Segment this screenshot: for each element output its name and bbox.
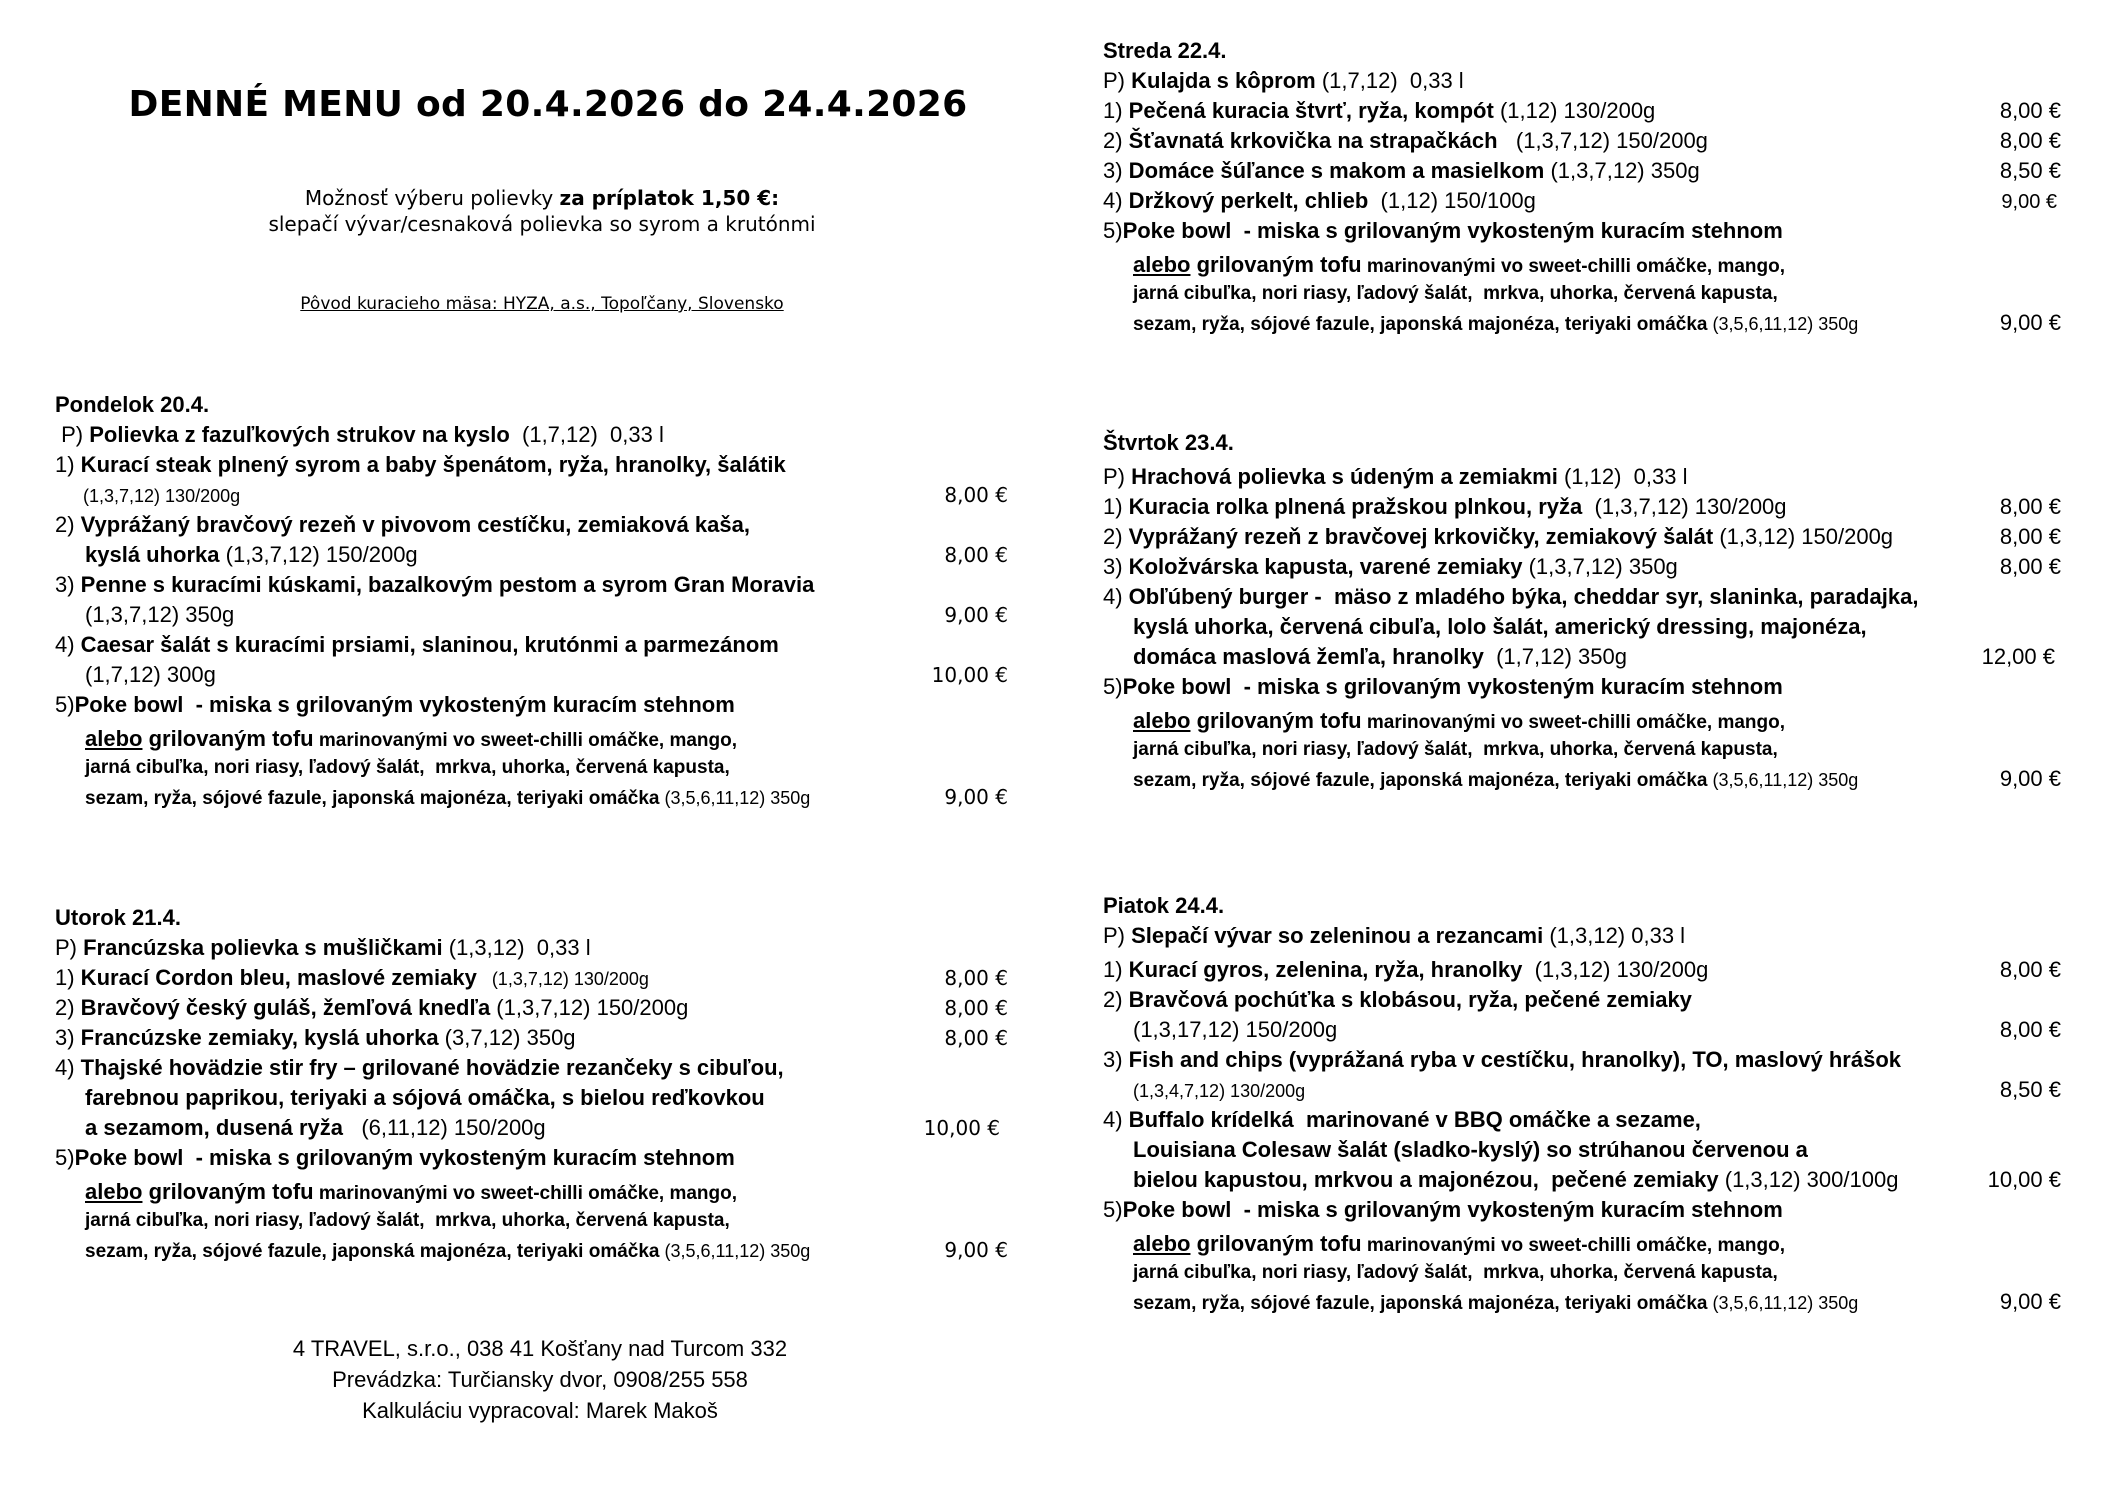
item-price: 8,00 €	[944, 483, 1008, 507]
menu-item: 1) Kurací steak plnený syrom a baby špenátom, ryža, hranolky, šalátik	[55, 452, 786, 477]
soup-option-choices: slepačí vývar/cesnaková polievka so syrom a krutónmi	[268, 212, 816, 236]
item-name: Poke bowl - miska s grilovaným vykosteným kuracím stehnom	[74, 692, 735, 717]
item-price: 9,00 €	[944, 1238, 1008, 1262]
menu-item-cont	[55, 660, 1010, 690]
menu-title: DENNÉ MENU od 20.4.2026 do 24.4.2026	[128, 84, 968, 125]
item-price: 9,00 €	[2001, 191, 2057, 213]
menu-item-cont: alebo grilovaným tofu marinovanými vo sweet-chilli omáčke, mango,	[1133, 1231, 1786, 1256]
menu-item: 3) Penne s kuracími kúskami, bazalkovým pestom a syrom Gran Moravia	[55, 572, 815, 597]
item-name: Šťavnatá krkovička na strapačkách	[1122, 128, 1498, 153]
item-price: 8,00 €	[1999, 554, 2061, 579]
alternative-label: alebo	[1133, 708, 1191, 733]
menu-item-cont	[55, 480, 1010, 510]
day-monday	[55, 390, 1010, 812]
item-name: Kurací gyros, zelenina, ryža, hranolky	[1122, 957, 1523, 982]
menu-item: 3) Francúzske zemiaky, kyslá uhorka (3,7,12) 350g 8,00 €	[55, 1023, 1010, 1053]
soup-name: Francúzska polievka s mušličkami	[77, 935, 443, 960]
item-info: (3,5,6,11,12) 350g	[1707, 314, 1859, 334]
item-info: (1,3,12) 300/100g	[1718, 1167, 1899, 1192]
item-price: 8,50 €	[1999, 1077, 2061, 1102]
menu-item-cont: bielou kapustou, mrkvou a majonézou, pečené zemiaky (1,3,12) 300/100g 10,00 €	[1103, 1165, 2063, 1195]
menu-item-cont: sezam, ryža, sójové fazule, japonská majonéza, teriyaki omáčka (3,5,6,11,12) 350g 9,00 €	[1103, 308, 2063, 338]
menu-item-cont: jarná cibuľka, nori riasy, ľadový šalát, mrkva, uhorka, červená kapusta,	[1133, 283, 1778, 304]
menu-item-cont: alebo grilovaným tofu marinovanými vo sweet-chilli omáčke, mango,	[1133, 708, 1786, 733]
item-info: (1,3,12) 130/200g	[1522, 957, 1709, 982]
item-price: 8,00 €	[944, 996, 1008, 1020]
soup-option-prefix: Možnosť výberu polievky	[304, 186, 560, 210]
menu-item-cont: alebo grilovaným tofu marinovanými vo sweet-chilli omáčke, mango,	[85, 726, 738, 751]
day-wednesday	[1103, 36, 2063, 338]
alternative-label: alebo	[85, 1179, 143, 1204]
item-price: 8,00 €	[944, 966, 1008, 990]
item-price: 8,00 €	[1999, 524, 2061, 549]
item-name: Kurací steak plnený syrom a baby špenátom, ryža, hranolky, šalátik	[74, 452, 786, 477]
menu-item: 2) Vyprážaný bravčový rezeň v pivovom cestíčku, zemiaková kaša,	[55, 512, 750, 537]
item-name: Penne s kuracími kúskami, bazalkovým pestom a syrom Gran Moravia	[74, 572, 815, 597]
item-name: Koložvárska kapusta, varené zemiaky	[1122, 554, 1523, 579]
item-info: (1,3,7,12) 130/200g	[476, 969, 649, 989]
menu-item-cont: jarná cibuľka, nori riasy, ľadový šalát, mrkva, uhorka, červená kapusta,	[85, 1210, 730, 1231]
item-info: (3,7,12) 350g	[438, 1025, 576, 1050]
menu-item-cont: kyslá uhorka, červená cibuľa, lolo šalát, americký dressing, majonéza,	[1133, 614, 1867, 639]
day-friday	[1103, 891, 2063, 1317]
item-price: 10,00 €	[1987, 1167, 2061, 1192]
item-info: (1,3,7,12) 150/200g	[1497, 128, 1708, 153]
day-title: Streda 22.4.	[1103, 38, 1227, 63]
menu-item: 3) Domáce šúľance s makom a masielkom (1,3,7,12) 350g 8,50 €	[1103, 156, 2063, 186]
poke-bowl-item	[1103, 1195, 2063, 1317]
item-name: Domáce šúľance s makom a masielkom	[1122, 158, 1545, 183]
item-name: Fish and chips (vyprážaná ryba v cestíčku, hranolky), TO, maslový hrášok	[1122, 1047, 1902, 1072]
item-price: 8,00 €	[944, 543, 1008, 567]
item-description: mäso z mladého býka, cheddar syr, slaninka, paradajka,	[1321, 584, 1919, 609]
item-price: 9,00 €	[1999, 310, 2061, 335]
poke-bowl-item	[1103, 216, 2063, 338]
alternative-label: alebo	[1133, 1231, 1191, 1256]
day-title: Piatok 24.4.	[1103, 893, 1225, 918]
menu-item: 2) Bravčová pochúťka s klobásou, ryža, pečené zemiaky	[1103, 987, 1692, 1012]
menu-item-cont: Louisiana Colesaw šalát (sladko-kyslý) so strúhanou červenou a	[1133, 1137, 1808, 1162]
menu-item: 5)Poke bowl - miska s grilovaným vykosteným kuracím stehnom	[55, 1145, 735, 1170]
menu-item: 5)Poke bowl - miska s grilovaným vykosteným kuracím stehnom	[1103, 218, 1783, 243]
soup-line: P) Polievka z fazuľkových strukov na kyslo (1,7,12) 0,33 l	[55, 422, 664, 447]
item-info: (1,12) 130/200g	[1493, 98, 1656, 123]
menu-item: 4) Caesar šalát s kuracími prsiami, slaninou, krutónmi a parmezánom	[55, 632, 779, 657]
item-info: (3,5,6,11,12) 350g	[659, 788, 811, 808]
menu-item: 1) Kuracia rolka plnená pražskou plnkou, ryža (1,3,7,12) 130/200g 8,00 €	[1103, 492, 2063, 522]
item-name: Caesar šalát s kuracími prsiami, slaninou, krutónmi a parmezánom	[74, 632, 779, 657]
alternative-label: alebo	[1133, 252, 1191, 277]
menu-item: 4) Obľúbený burger - mäso z mladého býka, cheddar syr, slaninka, paradajka,	[1103, 584, 1919, 609]
menu-item-cont: domáca maslová žemľa, hranolky (1,7,12) 350g 12,00 €	[1103, 642, 2063, 672]
item-name: Bravčový český guláš, žemľová knedľa	[74, 995, 491, 1020]
item-name: Poke bowl - miska s grilovaným vykosteným kuracím stehnom	[1122, 674, 1783, 699]
soup-option-surcharge: za príplatok 1,50 €:	[559, 186, 780, 210]
item-price: 10,00 €	[931, 663, 1008, 687]
soup-line: P) Slepačí vývar so zeleninou a rezancami (1,3,12) 0,33 l	[1103, 923, 1686, 948]
menu-item-cont: kyslá uhorka (1,3,7,12) 150/200g 8,00 €	[55, 540, 1010, 570]
menu-item-cont: sezam, ryža, sójové fazule, japonská majonéza, teriyaki omáčka (3,5,6,11,12) 350g 9,00 €	[1103, 1287, 2063, 1317]
item-info: (3,5,6,11,12) 350g	[1707, 770, 1859, 790]
day-title: Utorok 21.4.	[55, 905, 181, 930]
poke-bowl-item	[55, 690, 1010, 812]
item-name: Poke bowl - miska s grilovaným vykosteným kuracím stehnom	[1122, 218, 1783, 243]
company-address: 4 TRAVEL, s.r.o., 038 41 Košťany nad Turcom 332	[292, 1336, 788, 1361]
item-info: (1,3,7,12) 130/200g	[1582, 494, 1787, 519]
day-title: Štvrtok 23.4.	[1103, 430, 1234, 455]
menu-item-cont: farebnou paprikou, teriyaki a sójová omáčka, s bielou reďkovkou	[85, 1085, 765, 1110]
item-info: (1,3,4,7,12) 130/200g	[1133, 1081, 1306, 1101]
item-info: (1,7,12) 350g	[1483, 644, 1627, 669]
soup-line: P) Francúzska polievka s mušličkami (1,3,12) 0,33 l	[55, 935, 591, 960]
item-info: (1,12) 150/100g	[1368, 188, 1536, 213]
item-price: 8,50 €	[1999, 158, 2061, 183]
item-price: 9,00 €	[944, 603, 1008, 627]
item-price: 8,00 €	[1999, 98, 2061, 123]
soup-name: Kulajda s kôprom	[1125, 68, 1316, 93]
item-info: (1,3,7,12) 350g	[85, 602, 235, 627]
soup-line: P) Kulajda s kôprom (1,7,12) 0,33 l	[1103, 68, 1464, 93]
calculation-author: Kalkuláciu vypracoval: Marek Makoš	[362, 1398, 718, 1423]
item-info: (1,3,17,12) 150/200g	[1133, 1017, 1338, 1042]
menu-item: 3) Koložvárska kapusta, varené zemiaky (1,3,7,12) 350g 8,00 €	[1103, 552, 2063, 582]
day-thursday	[1103, 428, 2063, 794]
menu-item: 3) Fish and chips (vyprážaná ryba v cestíčku, hranolky), TO, maslový hrášok	[1103, 1047, 1902, 1072]
item-info: (1,7,12) 300g	[85, 662, 216, 687]
poke-bowl-item	[55, 1143, 1010, 1265]
item-name: Kurací Cordon bleu, maslové zemiaky	[74, 965, 477, 990]
day-tuesday	[55, 903, 1010, 1265]
item-info: (1,3,12) 150/200g	[1713, 524, 1894, 549]
menu-item-cont: sezam, ryža, sójové fazule, japonská majonéza, teriyaki omáčka (3,5,6,11,12) 350g 9,00 €	[55, 782, 1010, 812]
soup-line: P) Hrachová polievka s údeným a zemiakmi (1,12) 0,33 l	[1103, 464, 1688, 489]
item-info: (6,11,12) 150/200g	[343, 1115, 546, 1140]
item-price: 8,00 €	[1999, 128, 2061, 153]
day-title: Pondelok 20.4.	[55, 392, 210, 417]
soup-info: (1,3,12) 0,33 l	[442, 935, 591, 960]
menu-item: 5)Poke bowl - miska s grilovaným vykosteným kuracím stehnom	[1103, 1197, 1783, 1222]
item-price: 9,00 €	[1999, 766, 2061, 791]
poke-bowl-item	[1103, 672, 2063, 794]
item-name: Vyprážaný rezeň z bravčovej krkovičky, zemiakový šalát	[1122, 524, 1714, 549]
item-price: 8,00 €	[944, 1026, 1008, 1050]
menu-item: 1) Kurací gyros, zelenina, ryža, hranolky (1,3,12) 130/200g 8,00 €	[1103, 955, 2063, 985]
item-name: Francúzske zemiaky, kyslá uhorka	[74, 1025, 439, 1050]
item-info: (1,3,7,12) 350g	[1522, 554, 1678, 579]
menu-item: 4) Thajské hovädzie stir fry – grilované hovädzie rezančeky s cibuľou,	[55, 1055, 784, 1080]
menu-item-cont: jarná cibuľka, nori riasy, ľadový šalát, mrkva, uhorka, červená kapusta,	[1133, 739, 1778, 760]
menu-item-cont: jarná cibuľka, nori riasy, ľadový šalát, mrkva, uhorka, červená kapusta,	[85, 757, 730, 778]
item-name: Vyprážaný bravčový rezeň v pivovom cestíčku, zemiaková kaša,	[74, 512, 750, 537]
item-price: 9,00 €	[944, 785, 1008, 809]
item-name: Buffalo krídelká marinované v BBQ omáčke a sezame,	[1122, 1107, 1701, 1132]
menu-item: 2) Vyprážaný rezeň z bravčovej krkovičky, zemiakový šalát (1,3,12) 150/200g 8,00 €	[1103, 522, 2063, 552]
item-name: Držkový perkelt, chlieb	[1122, 188, 1369, 213]
item-price: 12,00 €	[1981, 644, 2055, 669]
item-price: 9,00 €	[1999, 1289, 2061, 1314]
menu-item-cont: alebo grilovaným tofu marinovanými vo sweet-chilli omáčke, mango,	[85, 1179, 738, 1204]
soup-name: Polievka z fazuľkových strukov na kyslo	[83, 422, 510, 447]
menu-item: 4) Buffalo krídelká marinované v BBQ omáčke a sezame,	[1103, 1107, 1701, 1132]
soup-name: Slepačí vývar so zeleninou a rezancami	[1125, 923, 1544, 948]
item-name: Thajské hovädzie stir fry – grilované hovädzie rezančeky s cibuľou,	[74, 1055, 784, 1080]
menu-item-cont	[55, 600, 1010, 630]
item-name: Obľúbený burger -	[1122, 584, 1322, 609]
menu-item-cont: jarná cibuľka, nori riasy, ľadový šalát, mrkva, uhorka, červená kapusta,	[1133, 1262, 1778, 1283]
soup-info: (1,12) 0,33 l	[1557, 464, 1688, 489]
menu-item-cont	[1103, 1015, 2063, 1045]
item-name: Poke bowl - miska s grilovaným vykosteným kuracím stehnom	[74, 1145, 735, 1170]
item-price: 10,00 €	[923, 1116, 1000, 1140]
menu-item: 1) Kurací Cordon bleu, maslové zemiaky (1,3,7,12) 130/200g 8,00 €	[55, 963, 1010, 993]
item-name: Poke bowl - miska s grilovaným vykosteným kuracím stehnom	[1122, 1197, 1783, 1222]
meat-origin-note: Pôvod kuracieho mäsa: HYZA, a.s., Topoľčany, Slovensko	[300, 294, 784, 314]
soup-info: (1,7,12) 0,33 l	[509, 422, 664, 447]
item-info: (1,3,7,12) 130/200g	[83, 486, 241, 506]
soup-info: (1,3,12) 0,33 l	[1543, 923, 1686, 948]
soup-info: (1,7,12) 0,33 l	[1315, 68, 1464, 93]
menu-item: 1) Pečená kuracia štvrť, ryža, kompót (1,12) 130/200g 8,00 €	[1103, 96, 2063, 126]
soup-name: Hrachová polievka s údeným a zemiakmi	[1125, 464, 1558, 489]
menu-item-cont: a sezamom, dusená ryža (6,11,12) 150/200g 10,00 €	[55, 1113, 1010, 1143]
item-price: 8,00 €	[1999, 957, 2061, 982]
item-name: Bravčová pochúťka s klobásou, ryža, pečené zemiaky	[1122, 987, 1692, 1012]
menu-item: 4) Držkový perkelt, chlieb (1,12) 150/100g 9,00 €	[1103, 186, 2063, 216]
menu-item: 5)Poke bowl - miska s grilovaným vykosteným kuracím stehnom	[55, 692, 735, 717]
menu-item: 5)Poke bowl - miska s grilovaným vykosteným kuracím stehnom	[1103, 674, 1783, 699]
item-name: Kuracia rolka plnená pražskou plnkou, ryža	[1122, 494, 1583, 519]
menu-item: 2) Bravčový český guláš, žemľová knedľa (1,3,7,12) 150/200g 8,00 €	[55, 993, 1010, 1023]
item-info: (1,3,7,12) 150/200g	[219, 542, 418, 567]
menu-item-cont: sezam, ryža, sójové fazule, japonská majonéza, teriyaki omáčka (3,5,6,11,12) 350g 9,00 €	[1103, 764, 2063, 794]
item-info: (1,3,7,12) 350g	[1544, 158, 1700, 183]
menu-item-cont: alebo grilovaným tofu marinovanými vo sweet-chilli omáčke, mango,	[1133, 252, 1786, 277]
establishment-contact: Prevádzka: Turčiansky dvor, 0908/255 558	[332, 1367, 748, 1392]
soup-option-note	[0, 185, 1084, 211]
item-info: (1,3,7,12) 150/200g	[490, 995, 689, 1020]
item-info: (3,5,6,11,12) 350g	[1707, 1293, 1859, 1313]
menu-item: 2) Šťavnatá krkovička na strapačkách (1,3,7,12) 150/200g 8,00 €	[1103, 126, 2063, 156]
menu-item-cont	[1103, 1075, 2063, 1105]
footer	[0, 1333, 1080, 1426]
item-price: 8,00 €	[1999, 1017, 2061, 1042]
item-info: (3,5,6,11,12) 350g	[659, 1241, 811, 1261]
alternative-label: alebo	[85, 726, 143, 751]
menu-item-cont: sezam, ryža, sójové fazule, japonská majonéza, teriyaki omáčka (3,5,6,11,12) 350g 9,00 €	[55, 1235, 1010, 1265]
item-name: Pečená kuracia štvrť, ryža, kompót	[1122, 98, 1494, 123]
item-price: 8,00 €	[1999, 494, 2061, 519]
